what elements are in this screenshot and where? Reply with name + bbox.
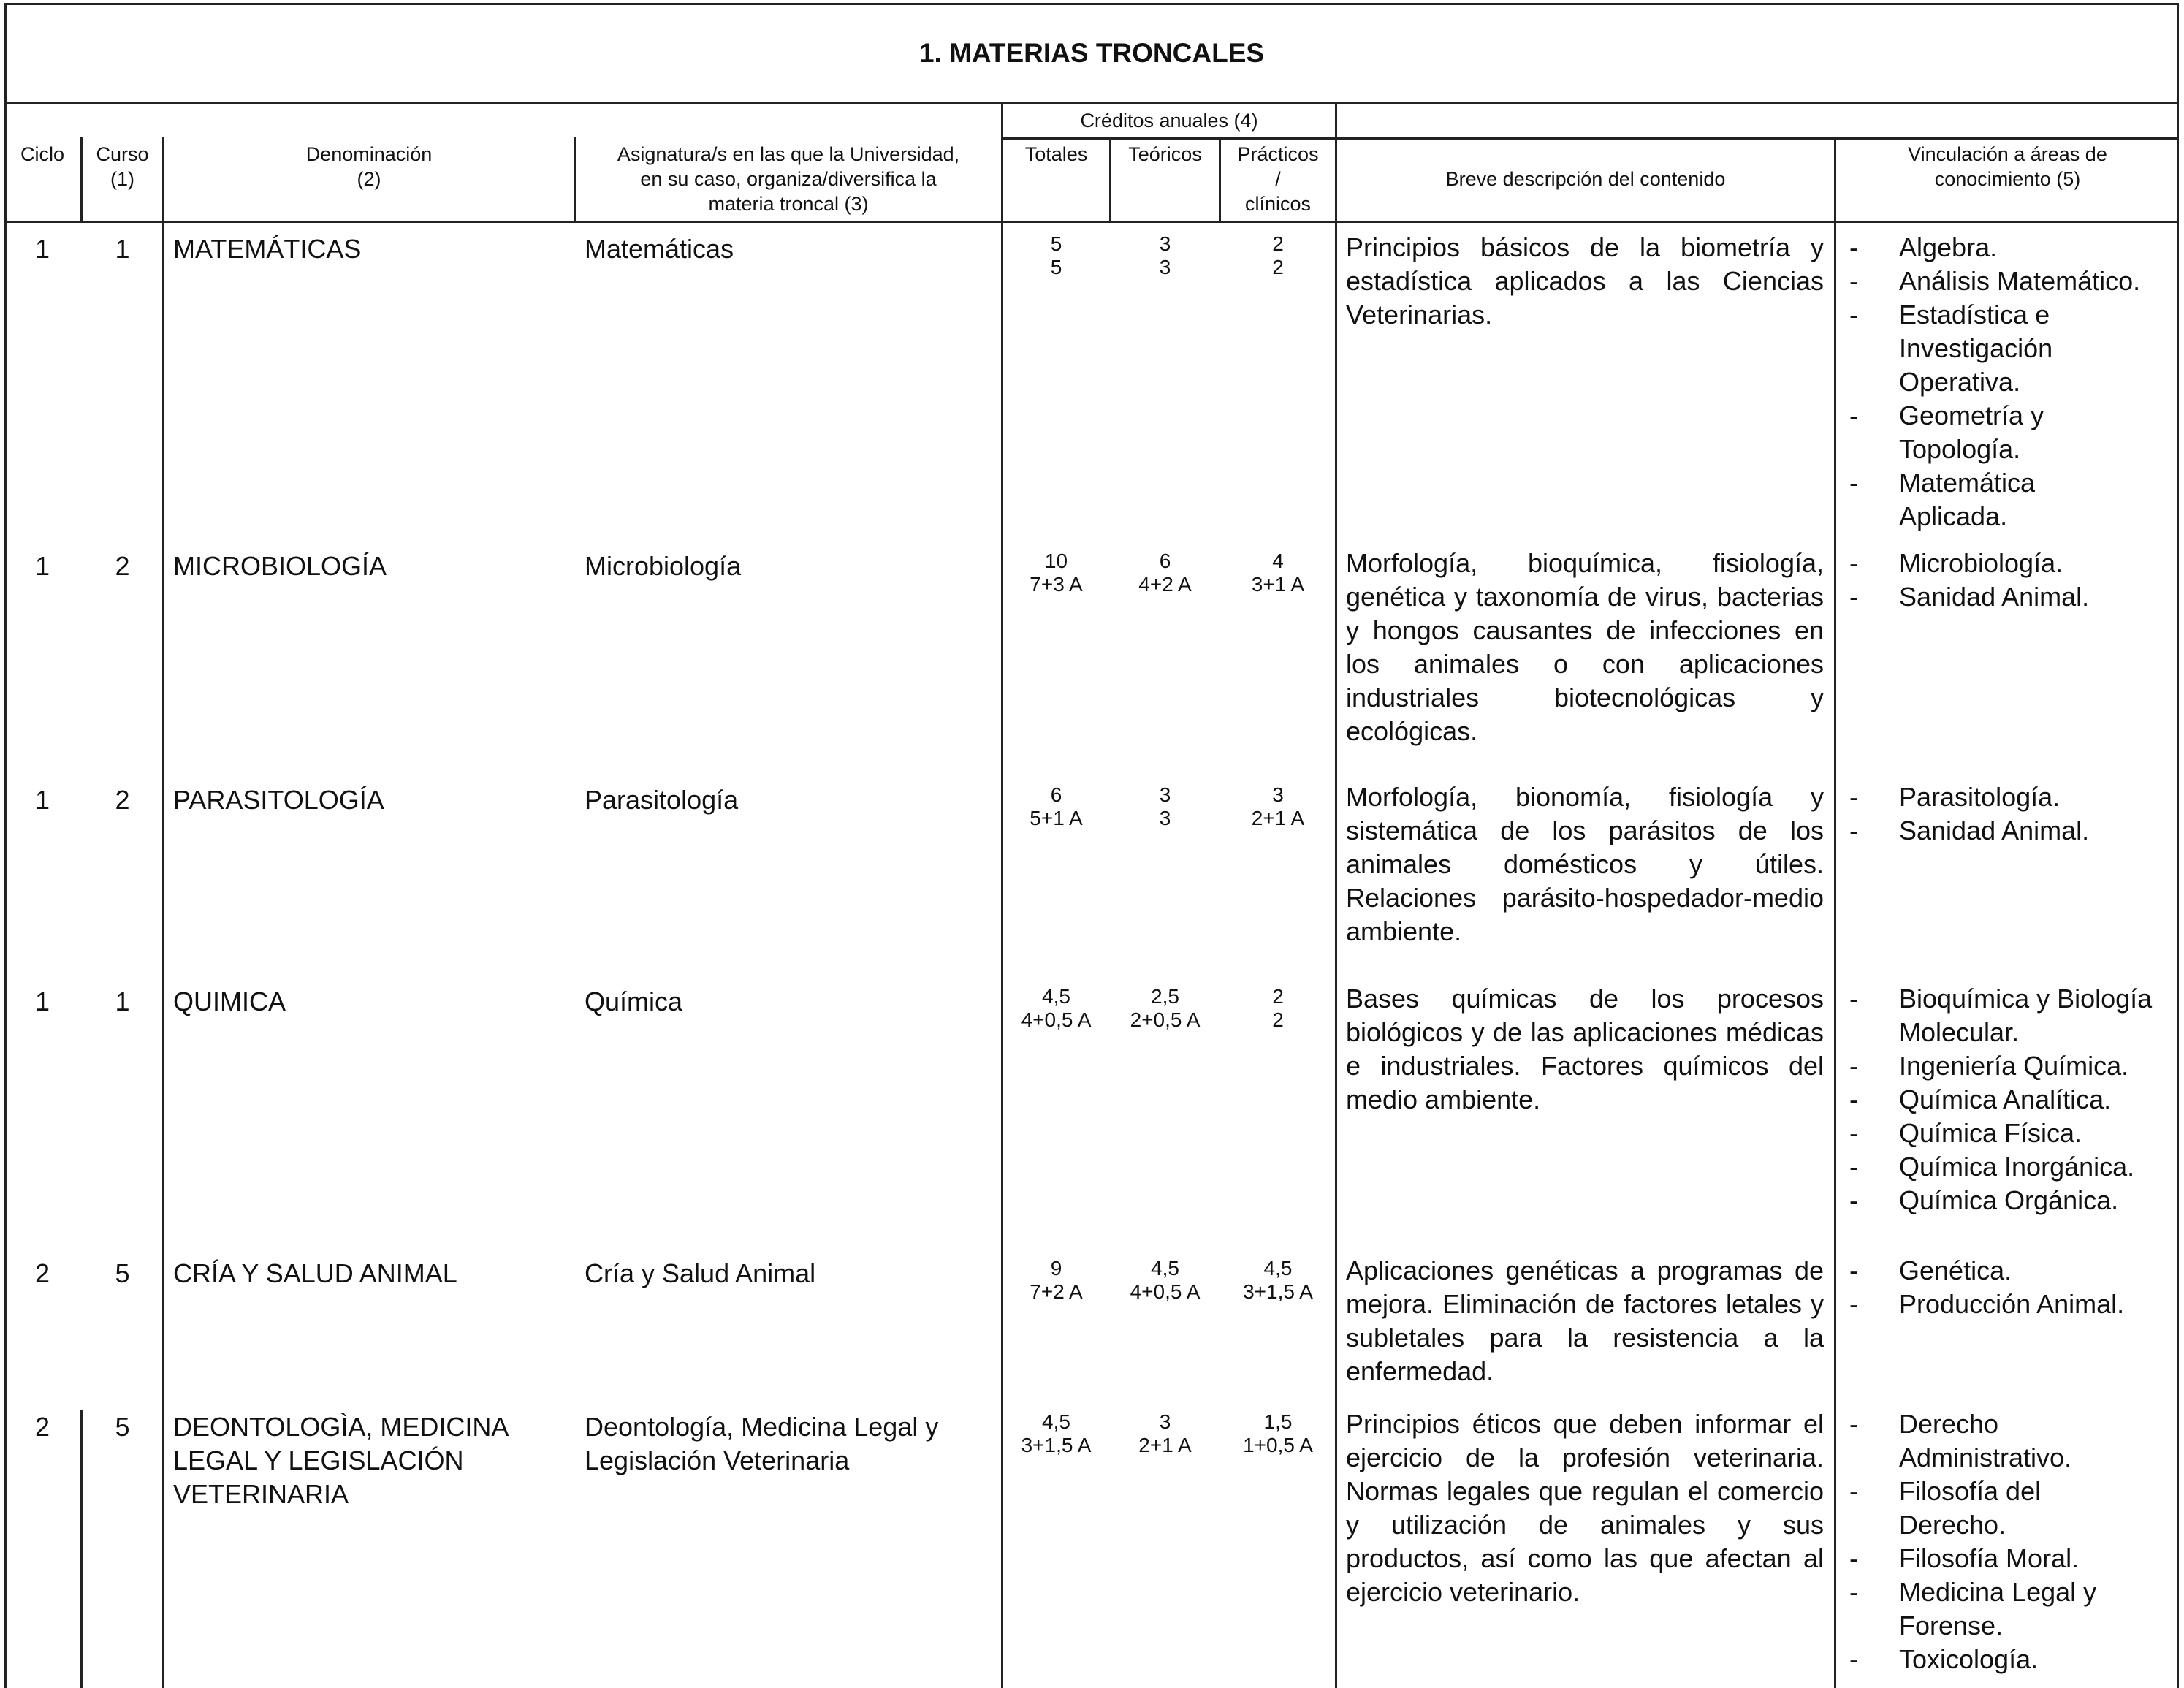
row-asignatura: Deontología, Medicina Legal y Legislación Veterinaria [585, 1412, 939, 1475]
col-divider-ciclo-lower [80, 1410, 83, 1688]
vinculacion-item: - Sanidad Animal. [1849, 582, 2090, 612]
row-vinculacion-list [1836, 231, 2179, 533]
row-practicos: 2 2 [1272, 985, 1284, 1031]
row-vinculacion-list [1836, 780, 2179, 848]
vinculacion-item: - Matemática Aplicada. [1849, 468, 2036, 531]
row-practicos: 1,5 1+0,5 A [1243, 1410, 1313, 1456]
row-descripcion: Principios éticos que deben informar el ejercicio de la profesión veterinaria. Normas legales que regulan el comercio y utilización de animales y sus productos, así como las que afectan al ejercicio veterinario. [1346, 1409, 1824, 1607]
header-teoricos: Teóricos [1128, 143, 1202, 165]
vinculacion-item: - Toxicología. [1849, 1644, 2039, 1674]
header-descripcion: Breve descripción del contenido [1445, 168, 1726, 190]
vinculacion-item: - Algebra. [1849, 232, 1998, 262]
vinculacion-item: - Genética. [1849, 1255, 2012, 1285]
row-totales: 6 5+1 A [1030, 783, 1083, 829]
row-totales: 5 5 [1050, 232, 1062, 278]
row-curso: 1 [115, 986, 130, 1016]
vinculacion-item: - Geometría y Topología. [1849, 400, 2044, 464]
col-divider-practicos [1335, 102, 1337, 1688]
row-descripcion: Principios básicos de la biometría y estadística aplicados a las Ciencias Veterinarias. [1346, 232, 1824, 330]
row-teoricos: 4,5 4+0,5 A [1130, 1257, 1201, 1303]
header-practicos: Prácticos / clínicos [1237, 143, 1319, 215]
row-ciclo: 2 [34, 1258, 50, 1288]
row-vinculacion-list [1836, 982, 2179, 1217]
row-totales: 9 7+2 A [1030, 1257, 1083, 1303]
row-denominacion: PARASITOLOGÍA [173, 785, 384, 815]
row-totales: 4,5 3+1,5 A [1021, 1410, 1092, 1456]
vinculacion-item: - Derecho Administrativo. [1849, 1409, 2072, 1472]
row-teoricos: 3 2+1 A [1138, 1410, 1192, 1456]
row-vinculacion-list [1836, 547, 2179, 614]
vinculacion-item: - Parasitología. [1849, 782, 2061, 812]
row-ciclo: 1 [34, 234, 50, 264]
row-ciclo: 1 [34, 986, 50, 1016]
row-practicos: 4,5 3+1,5 A [1243, 1257, 1313, 1303]
col-divider-curso [162, 137, 164, 1688]
header-asignatura: Asignatura/s en las que la Universidad, en su caso, organiza/diversifica la materia troncal (3) [617, 143, 960, 215]
vinculacion-item: - Análisis Matemático. [1849, 266, 2141, 296]
row-vinculacion-list [1836, 1254, 2179, 1321]
row-totales: 4,5 4+0,5 A [1021, 985, 1092, 1031]
page-title: 1. MATERIAS TRONCALES [918, 38, 1265, 68]
row-teoricos: 3 3 [1159, 783, 1171, 829]
row-descripcion: Aplicaciones genéticas a programas de mejora. Eliminación de factores letales y subletales para la resistencia a la enfermedad. [1346, 1255, 1824, 1386]
vinculacion-item: - Química Inorgánica. [1849, 1152, 2135, 1182]
row-ciclo: 1 [34, 551, 50, 581]
row-descripcion: Bases químicas de los procesos biológicos y de las aplicaciones médicas e industriales. Factores químicos del medio ambiente. [1346, 984, 1824, 1114]
credits-group-divider [1001, 137, 2179, 140]
vinculacion-item: - Química Física. [1849, 1118, 2082, 1148]
vinculacion-item: - Producción Animal. [1849, 1289, 2125, 1319]
vinculacion-item: - Ingeniería Química. [1849, 1051, 2129, 1081]
row-asignatura: Química [585, 986, 683, 1016]
vinculacion-item: - Química Orgánica. [1849, 1185, 2119, 1215]
row-teoricos: 6 4+2 A [1138, 550, 1192, 596]
row-totales: 10 7+3 A [1030, 550, 1083, 596]
row-curso: 2 [115, 551, 130, 581]
row-vinculacion-list [1836, 1407, 2179, 1676]
header-denominacion: Denominación (2) [305, 143, 433, 190]
header-curso: Curso (1) [96, 143, 149, 190]
row-asignatura: Cría y Salud Animal [585, 1258, 816, 1288]
vinculacion-item: - Estadística e Investigación Operativa. [1849, 300, 2053, 397]
row-denominacion: CRÍA Y SALUD ANIMAL [173, 1258, 457, 1288]
row-asignatura: Microbiología [585, 551, 742, 581]
vinculacion-item: - Medicina Legal y Forense. [1849, 1577, 2097, 1641]
row-ciclo: 2 [34, 1412, 50, 1442]
row-denominacion: DEONTOLOGÌA, MEDICINA LEGAL Y LEGISLACIÓN VETERINARIA [173, 1412, 508, 1509]
row-teoricos: 3 3 [1159, 232, 1171, 278]
vinculacion-item: - Sanidad Animal. [1849, 816, 2090, 845]
row-practicos: 3 2+1 A [1251, 783, 1305, 829]
row-denominacion: MATEMÁTICAS [173, 234, 362, 264]
row-denominacion: QUIMICA [173, 986, 286, 1016]
row-curso: 1 [115, 234, 130, 264]
vinculacion-item: - Bioquímica y Biología Molecular. [1849, 984, 2153, 1047]
title-divider [4, 102, 2179, 104]
header-creditos-anuales: Créditos anuales (4) [1080, 110, 1258, 132]
row-practicos: 2 2 [1272, 232, 1284, 278]
row-practicos: 4 3+1 A [1251, 550, 1305, 596]
row-descripcion: Morfología, bionomía, fisiología y sistemática de los parásitos de los animales domésticos y útiles. Relaciones parásito-hospedador-medio ambiente. [1346, 782, 1824, 946]
vinculacion-item: - Química Analítica. [1849, 1084, 2112, 1114]
row-asignatura: Parasitología [585, 785, 739, 815]
row-ciclo: 1 [34, 785, 50, 815]
row-curso: 2 [115, 785, 130, 815]
header-vinculacion: Vinculación a áreas de conocimiento (5) [1908, 143, 2107, 190]
vinculacion-item: - Filosofía Moral. [1849, 1543, 2080, 1573]
header-bottom-rule [4, 221, 2179, 223]
row-descripcion: Morfología, bioquímica, fisiología, genética y taxonomía de virus, bacterias y hongos causantes de infecciones en los animales o con aplicaciones industriales biotecnológicas y ecológicas. [1346, 548, 1824, 746]
header-ciclo: Ciclo [20, 143, 64, 165]
row-asignatura: Matemáticas [585, 234, 734, 264]
row-curso: 5 [115, 1412, 130, 1442]
vinculacion-item: - Microbiología. [1849, 548, 2063, 578]
row-denominacion: MICROBIOLOGÍA [173, 551, 387, 581]
header-totales: Totales [1024, 143, 1088, 165]
vinculacion-item: - Filosofía del Derecho. [1849, 1476, 2042, 1540]
row-curso: 5 [115, 1258, 130, 1288]
row-teoricos: 2,5 2+0,5 A [1130, 985, 1201, 1031]
